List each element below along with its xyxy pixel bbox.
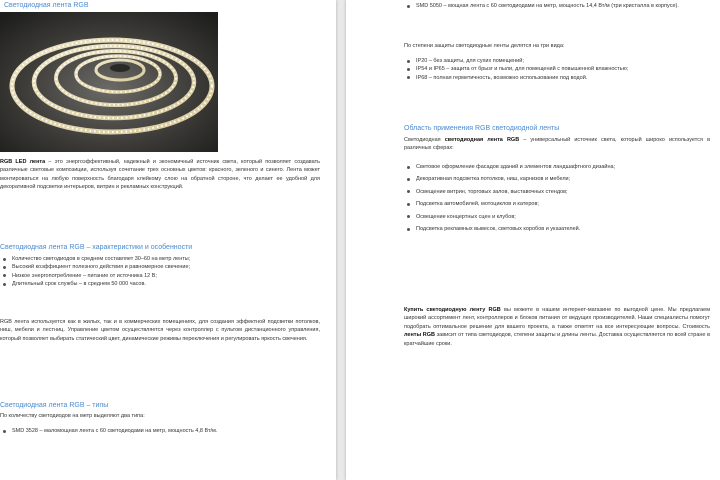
bullet-icon [407, 166, 410, 169]
list-item: Декоративная подсветка потолков, ниш, карнизов и мебели; [404, 175, 710, 183]
bullet-icon [407, 60, 410, 63]
types-list [0, 427, 320, 435]
section-heading: Светодиодная лента RGB – характеристики и особенности [0, 244, 193, 251]
bullet-icon [407, 5, 410, 8]
types-intro: По количеству светодиодов на метр выделяют два типа: [0, 413, 145, 419]
price-paragraph: Купить светодиодную ленту RGB вы можете в нашем интернет-магазине по выгодной цене. Мы предлагаем широкий ассортимент лент, контроллеров и блоков питания от ведущих производителей. Наши специалисты помогут подобрать оптимальное решение для вашего проекта, а также ответят на все интересующие вопросы. Стоимость ленты RGB зависит от типа светодиодов, степени защиты и длины ленты. Доставка осуществляется по всей стране в кратчайшие сроки. [404, 307, 710, 347]
list-item: Высокий коэффициент полезного действия и равномерное свечение; [0, 263, 320, 271]
document-page-left [0, 0, 336, 480]
bullet-icon [407, 228, 410, 231]
list-item: Низкое энергопотребление – питание от источника 12 В; [0, 272, 320, 280]
intro-bold-term: RGB LED лента [0, 159, 46, 165]
list-item: SMD 3528 – маломощная лента с 60 светодиодами на метр, мощность 4,8 Вт/м. [0, 427, 320, 435]
price-bold-term: Купить светодиодную ленту RGB [404, 307, 501, 313]
list-item: Освещение концертных сцен и клубов; [404, 213, 710, 221]
bullet-icon [3, 430, 6, 433]
list-item: Количество светодиодов в среднем составляет 30–60 на метр ленты; [0, 255, 320, 263]
bullet-icon [407, 215, 410, 218]
list-item: Световое оформление фасадов зданий и элементов ландшафтного дизайна; [404, 163, 710, 171]
price-bold-term-2: ленты RGB [404, 332, 436, 339]
applications-list [404, 163, 710, 237]
section-heading: Светодиодная лента RGB – типы [0, 402, 109, 409]
list-item: IP54 и IP65 – защита от брызг и пыли, для помещений с повышенной влажностью; [404, 65, 710, 73]
types-list-continued [404, 2, 710, 10]
usage-paragraph: RGB лента используется как в жилых, так и в коммерческих помещениях, для создания эффектной подсветки потолков, ниш, мебели и лестниц. Управление цветом осуществляется через контроллер с пультом дистанционного управления, который позволяет выбирать статический цвет, динамические режимы переключения и регулировать яркость свечения. [0, 319, 320, 342]
bullet-icon [3, 283, 6, 286]
bullet-icon [407, 178, 410, 181]
protection-list [404, 57, 710, 82]
bullet-icon [407, 68, 410, 71]
led-strip-photo [0, 12, 218, 152]
protection-intro: По степени защиты светодиодные ленты делятся на три вида: [404, 43, 565, 49]
section-heading: Светодиодная лента RGB [4, 2, 89, 9]
application-bold-term: светодиодная лента RGB [444, 137, 520, 143]
bullet-icon [3, 266, 6, 269]
list-item: IP68 – полная герметичность, возможно использование под водой. [404, 74, 710, 82]
list-item: SMD 5050 – мощная лента с 60 светодиодами на метр, мощность 14,4 Вт/м (три кристалла в корпусе). [404, 2, 710, 10]
bullet-icon [3, 274, 6, 277]
bullet-icon [407, 203, 410, 206]
list-item: Подсветка рекламных вывесок, световых коробов и указателей. [404, 225, 710, 233]
application-intro: Светодиодная светодиодная лента RGB – универсальный источник света, который широко используется в различных сферах: [404, 137, 710, 152]
section-heading: Область применения RGB светодиодной ленты [404, 125, 560, 132]
bullet-icon [407, 76, 410, 79]
document-page-right [346, 0, 720, 480]
intro-paragraph [0, 158, 320, 192]
list-item: IP20 – без защиты, для сухих помещений; [404, 57, 710, 65]
list-item: Подсветка автомобилей, мотоциклов и катеров; [404, 200, 710, 208]
intro-text: – это энергоэффективный, надежный и экономичный источник света, который позволяет создавать различные световые композиции, используя сочетание трех основных цветов: красного, зеленого и синего. Лента может монтироваться на любую поверхность благодаря клейкому слою на обратной стороне, что делает ее удобной для декоративной подсветки интерьеров, витрин и рекламных конструкций. [0, 159, 320, 191]
bullet-icon [407, 190, 410, 193]
list-item: Длительный срок службы – в среднем 50 000 часов. [0, 280, 320, 288]
list-item: Освещение витрин, торговых залов, выставочных стендов; [404, 188, 710, 196]
bullet-icon [3, 258, 6, 261]
features-list [0, 255, 320, 289]
